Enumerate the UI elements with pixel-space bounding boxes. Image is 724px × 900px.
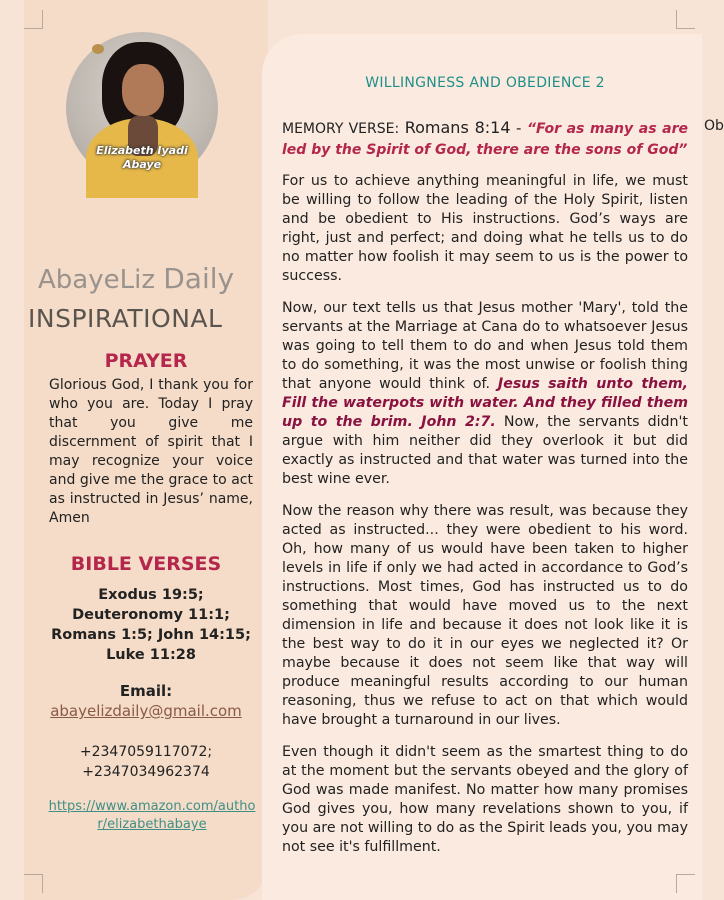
photo-face [122, 64, 164, 116]
brand-name-main: AbayeLiz [38, 265, 155, 295]
email-link[interactable]: abayelizdaily@gmail.com [50, 702, 242, 720]
memory-verse-reference: Romans 8:14 [404, 118, 511, 137]
corner-mark-top-right [676, 10, 695, 29]
photo-caption-name: Elizabeth Iyadi [96, 144, 188, 157]
corner-mark-top-left [24, 10, 43, 29]
prayer-heading: PRAYER [104, 350, 188, 372]
article-paragraph [282, 299, 688, 489]
brand-subtitle: INSPIRATIONAL [28, 304, 223, 333]
corner-mark-bottom-left [24, 874, 43, 893]
phone-number[interactable]: +2347059117072; [79, 744, 213, 760]
bible-verses-list [40, 585, 262, 665]
memory-verse-quote: “For as many as are led by the Spirit of God, there are the sons of God” [282, 121, 688, 158]
corner-mark-bottom-right [676, 874, 695, 893]
email-label: Email: [119, 682, 173, 700]
pin-icon [92, 44, 104, 54]
photo-caption-surname: Abaye [122, 158, 162, 171]
brand-name [38, 262, 234, 295]
photo-caption [66, 144, 218, 172]
article-paragraph: Even though it didn't seem as the smartest thing to do at the moment but the servants obeyed and the glory of God was made manifest. No matter how many promises God gives you, how many revelations shown to you, if you are not willing to do as the Spirit leads you, you may not see it's fulfillment. [282, 744, 688, 855]
clipped-text-fragment: Ob [704, 118, 724, 134]
bible-verse-item: Exodus 19:5; [98, 587, 204, 603]
amazon-author-link[interactable]: https://www.amazon.com/author/elizabethabaye [48, 799, 256, 832]
scripture-quote: Jesus saith unto them, Fill the waterpots with water. And they filled them up to the brim. John 2:7. [282, 376, 688, 430]
bible-verse-item: Romans 1:5; John 14:15; [51, 627, 251, 643]
phone-numbers [24, 742, 268, 782]
article-body [282, 172, 688, 870]
article-paragraph: Now the reason why there was result, was because they acted as instructed... they were obedient to his word. Oh, how many of us would have been taken to higher levels in life if only we had acted in accordance to God’s instructions. Most times, God has instructed us to do something that would have moved us to the next dimension in life and because it does not look like it is the best way to do it in our eyes we neglected it? Or maybe because it does not seem like that way will produce meaningful results according to our human reasoning, thus we refuse to act on that which would have brought a turnaround in our lives. [282, 503, 688, 728]
memory-verse-dash: - [516, 119, 522, 137]
paragraph-text: Now, the servants didn't argue with him neither did they overlook it but did exactly as instructed and that water was turned into the best wine ever. [282, 414, 688, 487]
author-photo [66, 32, 218, 184]
article-paragraph: For us to achieve anything meaningful in life, we must be willing to follow the leading of the Holy Spirit, listen and be obedient to His instructions. God’s ways are right, just and perfect; and doing what he tells us to do no matter how foolish it may seem to us is the power to success. [282, 173, 688, 284]
prayer-text: Glorious God, I thank you for who you are. Today I pray that you give me discernment of spirit that I may recognize your voice and give me the grace to act as instructed in Jesus’ name, Amen [49, 377, 253, 526]
memory-verse [282, 118, 688, 160]
memory-verse-label: MEMORY VERSE: [282, 121, 400, 137]
phone-number[interactable]: +2347034962374 [82, 764, 210, 780]
brand-name-daily: Daily [163, 262, 235, 295]
bible-verses-heading: BIBLE VERSES [70, 553, 222, 575]
bible-verse-item: Deuteronomy 11:1; [72, 607, 230, 623]
article-title: WILLINGNESS AND OBEDIENCE 2 [365, 75, 605, 91]
paragraph-text: Now, our text tells us that Jesus mother 'Mary', told the servants at the Marriage at Cana do to whatsoever Jesus was going to tell them to do and when Jesus told them to do something, it was the most unwise or foolish thing that anyone would think of. [282, 300, 688, 392]
bible-verse-item: Luke 11:28 [106, 647, 196, 663]
